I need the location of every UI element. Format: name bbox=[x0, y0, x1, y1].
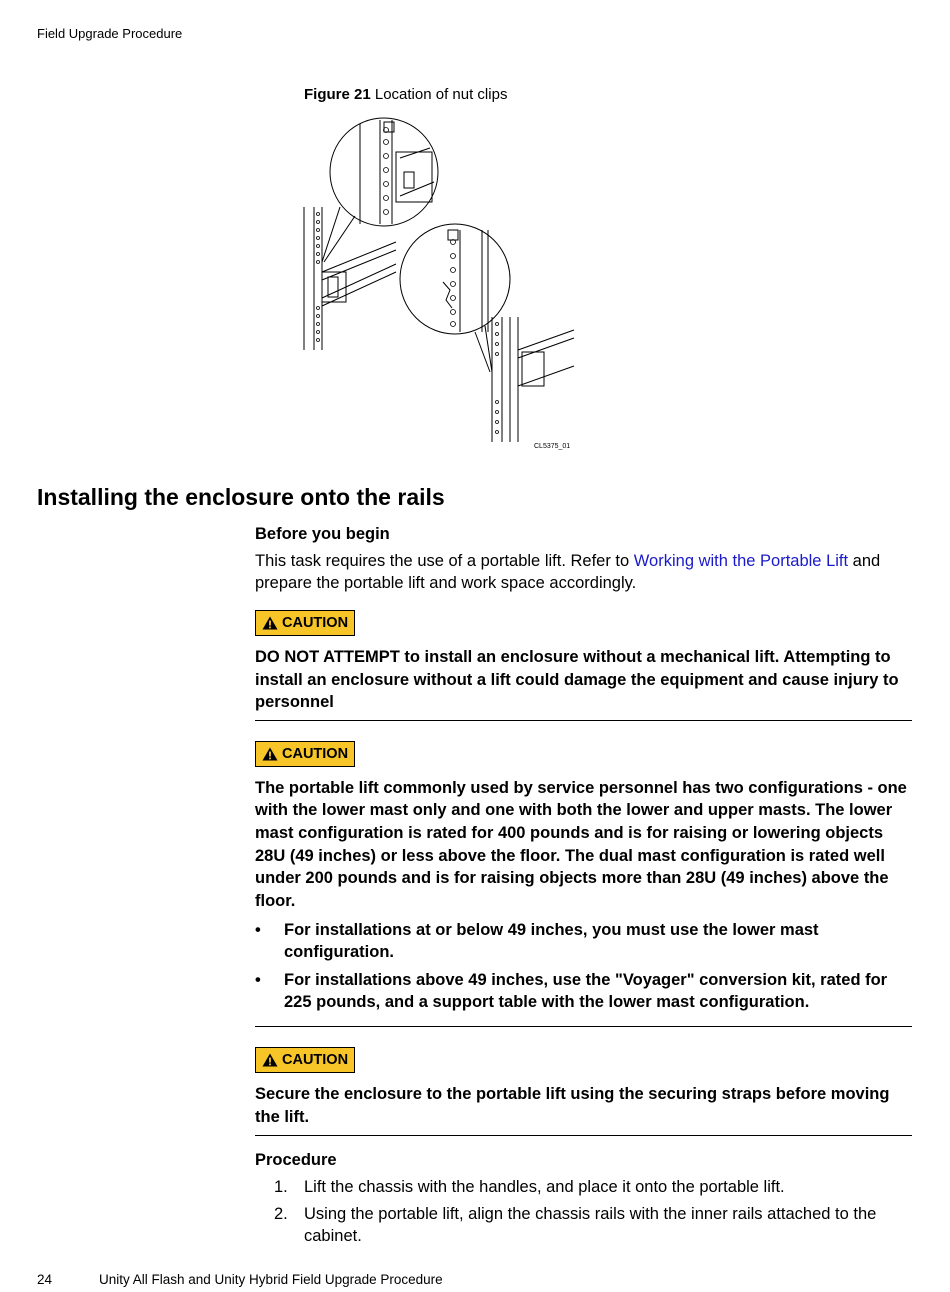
caution-text: The portable lift commonly used by service personnel has two configurations - one with the lower mast only and one with both the lower and upper masts. The lower mast configuration is rated for 400 pounds and is for raising or lowering objects 28U (49 inches) or less above the floor. The dual mast configuration is rated well under 200 pounds and is for raising objects more than 28U (49 inches) above the floor. bbox=[255, 778, 907, 910]
figure-image-id: CL5375_01 bbox=[534, 443, 571, 450]
warning-triangle-icon bbox=[262, 747, 278, 761]
footer-doc-title: Unity All Flash and Unity Hybrid Field Upgrade Procedure bbox=[99, 1272, 443, 1287]
caution-text: DO NOT ATTEMPT to install an enclosure without a mechanical lift. Attempting to install an enclosure without a lift could damage the equipment and cause injury to personnel bbox=[255, 648, 899, 712]
section-content bbox=[255, 522, 912, 1253]
caution-block-1 bbox=[255, 610, 912, 721]
page-footer bbox=[37, 1272, 443, 1287]
procedure-heading: Procedure bbox=[255, 1150, 337, 1169]
nut-clip-figure bbox=[300, 112, 580, 454]
before-you-begin-text: This task requires the use of a portable lift. Refer to Working with the Portable Lift and prepare the portable lift and work space accordingly. bbox=[255, 552, 881, 592]
section-title: Installing the enclosure onto the rails bbox=[37, 484, 445, 510]
caution-bullet-list bbox=[255, 920, 912, 1013]
portable-lift-link[interactable]: Working with the Portable Lift bbox=[633, 552, 849, 570]
before-you-begin-heading: Before you begin bbox=[255, 525, 390, 543]
warning-triangle-icon bbox=[262, 616, 278, 630]
list-item: 2. Using the portable lift, align the chassis rails with the inner rails attached to the cabinet. bbox=[274, 1205, 877, 1245]
warning-triangle-icon bbox=[262, 1053, 278, 1067]
caution-badge: CAUTION bbox=[255, 741, 355, 767]
caution-block-2 bbox=[255, 741, 912, 1028]
caution-badge: CAUTION bbox=[255, 1047, 355, 1073]
running-header: Field Upgrade Procedure bbox=[37, 26, 183, 41]
figure-label: Figure 21 bbox=[304, 86, 371, 103]
figure-caption bbox=[304, 86, 507, 103]
page-number: 24 bbox=[37, 1272, 53, 1287]
caution-badge: CAUTION bbox=[255, 610, 355, 636]
list-item: 1. Lift the chassis with the handles, and place it onto the portable lift. bbox=[274, 1177, 785, 1196]
list-item: • For installations above 49 inches, use the "Voyager" conversion kit, rated for 225 pounds, and a support table with the lower mast configuration. bbox=[255, 971, 888, 1011]
caution-block-3 bbox=[255, 1047, 912, 1135]
caution-text: Secure the enclosure to the portable lift using the securing straps before moving the lift. bbox=[255, 1085, 890, 1126]
procedure-steps bbox=[255, 1177, 912, 1248]
list-item: • For installations at or below 49 inches, you must use the lower mast configuration. bbox=[255, 921, 819, 961]
figure-caption-text: Location of nut clips bbox=[374, 86, 508, 103]
